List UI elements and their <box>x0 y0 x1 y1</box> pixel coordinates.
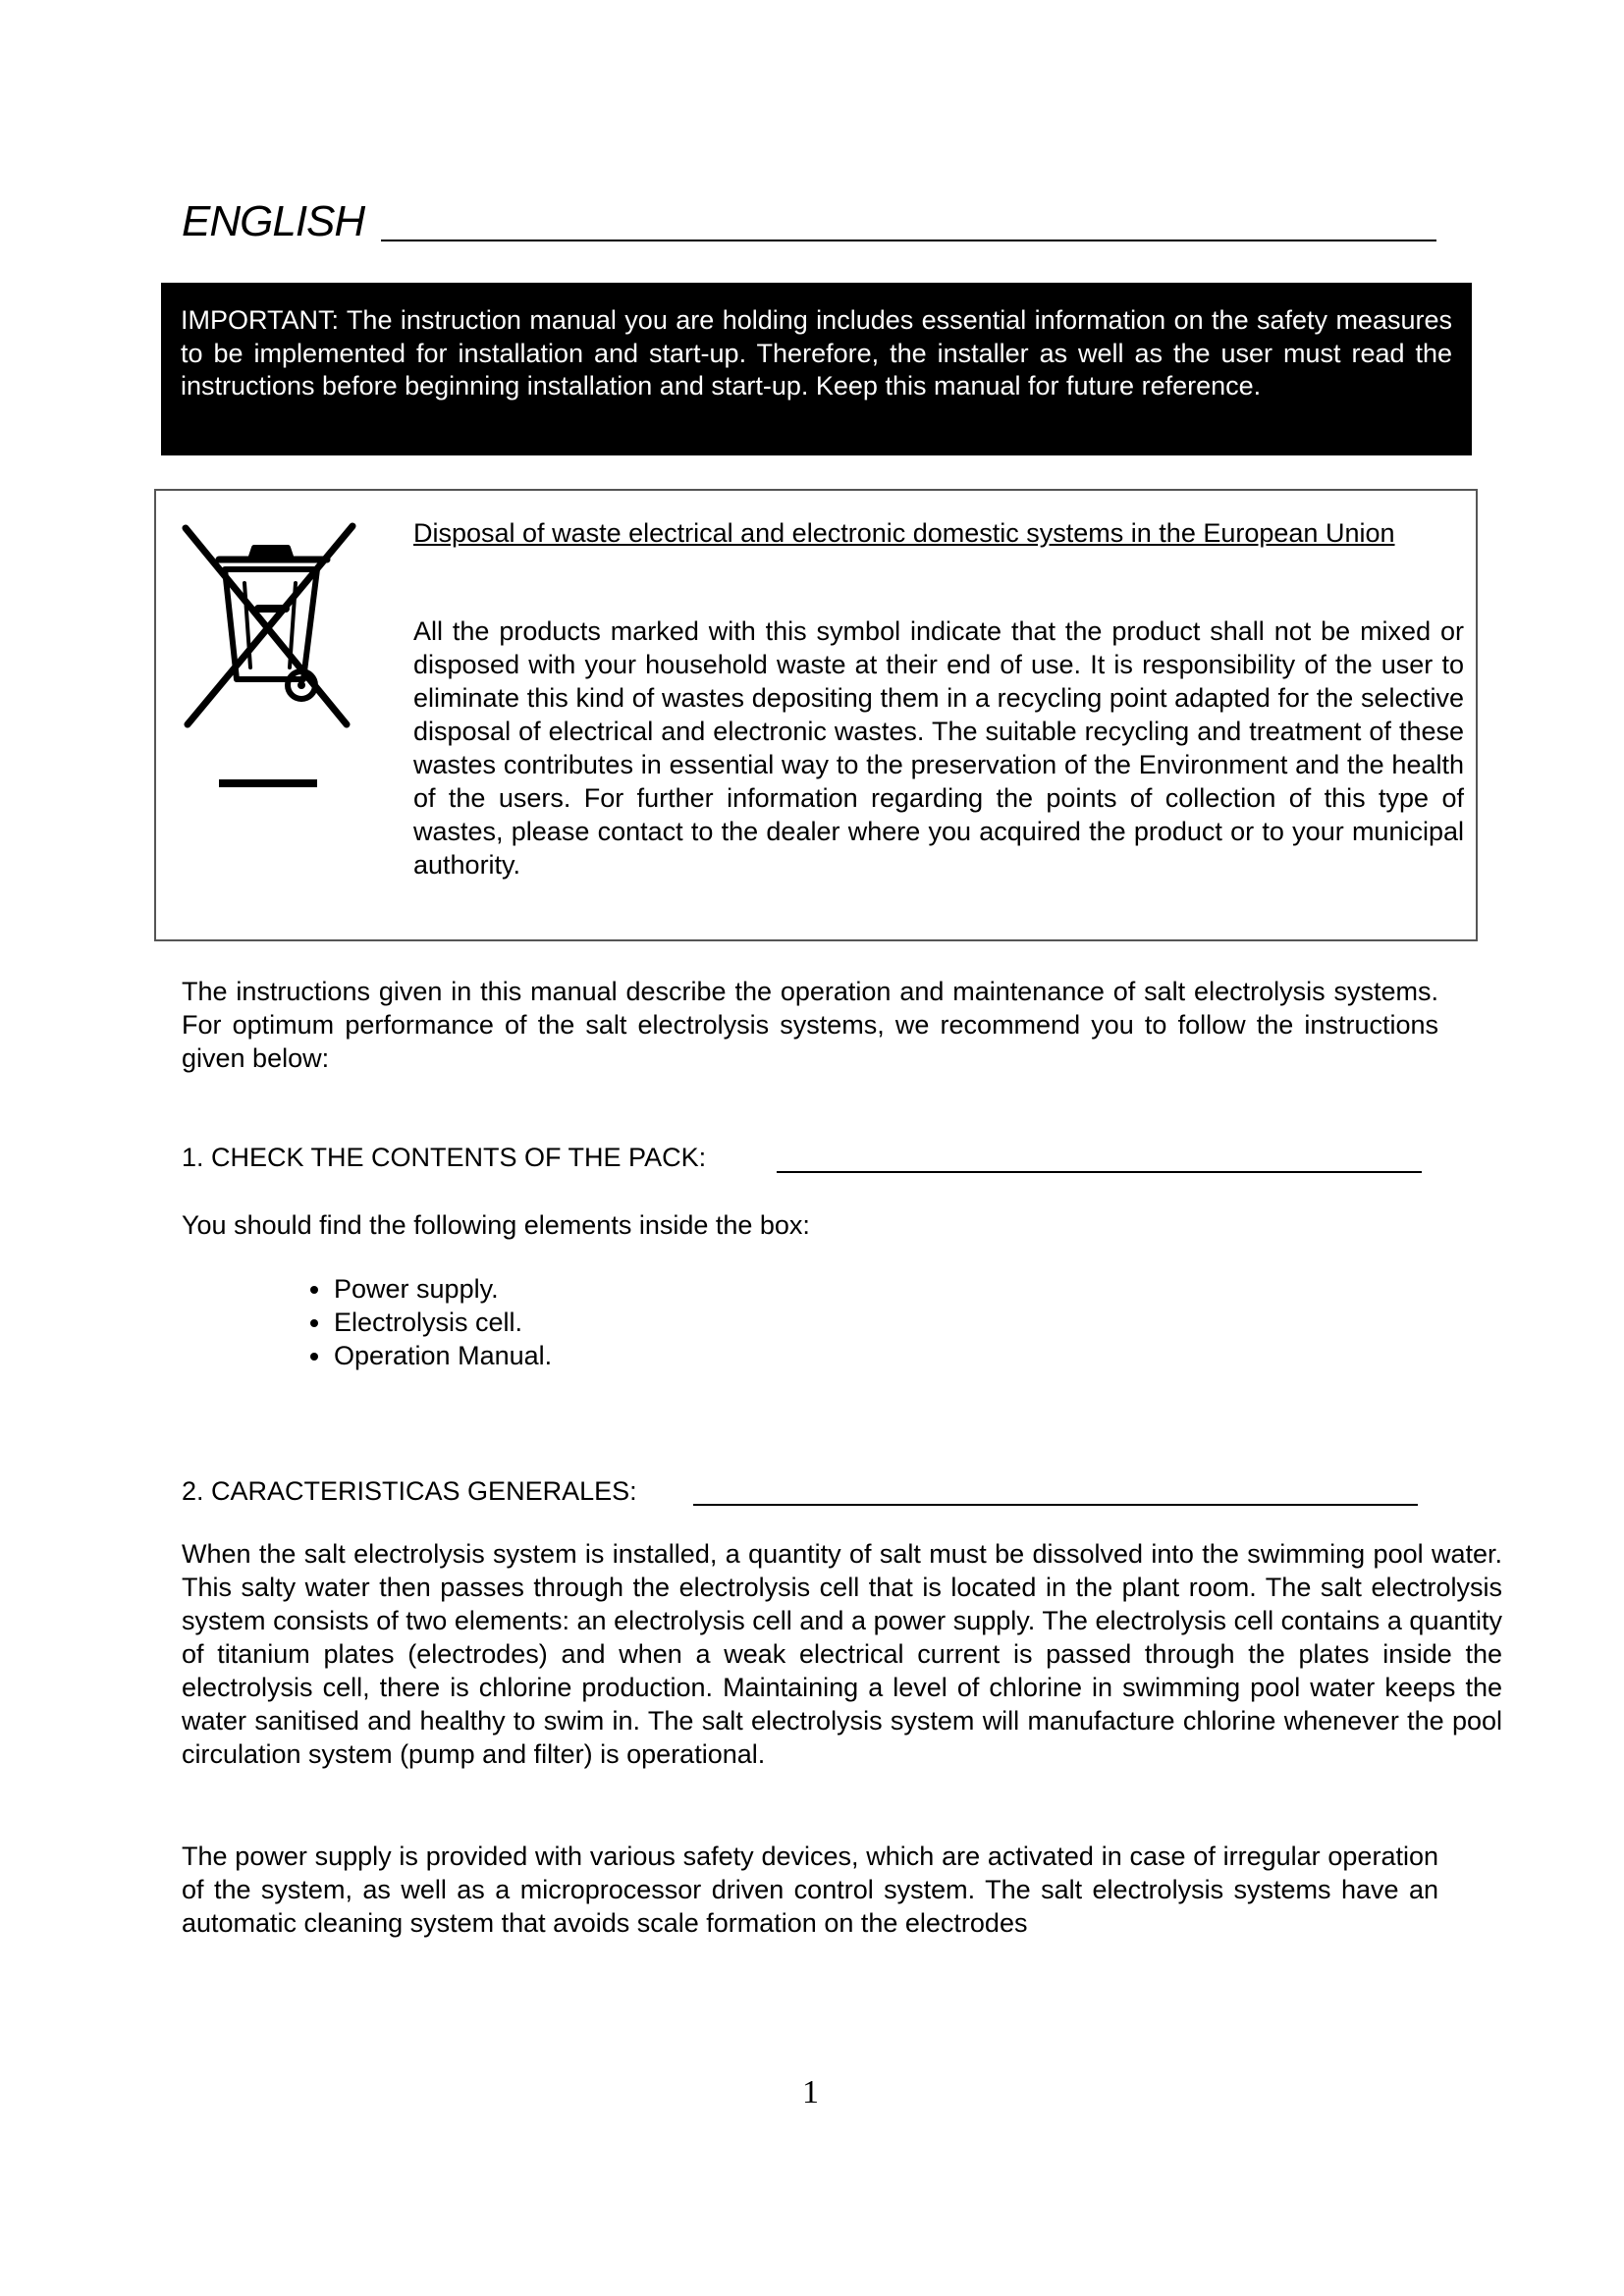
crossed-out-wheelie-bin-icon <box>180 512 356 787</box>
general-paragraph-1: When the salt electrolysis system is installed, a quantity of salt must be dissolved into the swimming pool water. This salty water then passes through the electrolysis cell that is located in the plant room. The salt electrolysis system consists of two elements: an electrolysis cell and a power supply. The electrolysis cell contains a quantity of titanium plates (electrodes) and when a weak electrical current is passed through the plates inside the electrolysis cell, there is chlorine production. Maintaining a level of chlorine in swimming pool water keeps the water sanitised and healthy to swim in. The salt electrolysis system will manufacture chlorine whenever the pool circulation system (pump and filter) is operational. <box>182 1539 1502 1769</box>
section-2-rule <box>693 1504 1418 1506</box>
bullet-icon <box>310 1286 318 1294</box>
section-1-heading: 1. CHECK THE CONTENTS OF THE PACK: <box>182 1143 707 1172</box>
list-item: Power supply. <box>306 1272 552 1306</box>
important-notice-box <box>161 283 1472 455</box>
general-paragraph-2: The power supply is provided with various safety devices, which are activated in case of irregular operation of the system, as well as a microprocessor driven control system. The salt electrolysis systems have an automatic cleaning system that avoids scale formation on the electrodes <box>182 1842 1438 1938</box>
section-1-subtitle: You should find the following elements inside the box: <box>182 1210 810 1240</box>
title-underline <box>381 240 1436 241</box>
list-item: Operation Manual. <box>306 1339 552 1372</box>
list-item: Electrolysis cell. <box>306 1306 552 1339</box>
weee-body: All the products marked with this symbol indicate that the product shall not be mixed or disposed with your household waste at their end of use. It is responsibility of the user to eliminate this kind of wastes depositing them in a recycling point adapted for the selective disposal of electrical and electronic wastes. The suitable recycling and treatment of these wastes contributes in essential way to the preservation of the Environment and the health of the users. For further information regarding the points of collection of this type of wastes, please contact to the dealer where you acquired the product or to your municipal authority. <box>413 616 1464 880</box>
section-1-rule <box>777 1171 1422 1173</box>
weee-disposal-box <box>154 489 1478 941</box>
bullet-icon <box>310 1319 318 1327</box>
section-2-heading: 2. CARACTERISTICAS GENERALES: <box>182 1476 637 1506</box>
important-notice-text: IMPORTANT: The instruction manual you are holding includes essential information on the safety measures to be implemented for installation and start-up. Therefore, the installer as well as the user must read the instructions before beginning installation and start-up. Keep this manual for future reference. <box>181 305 1452 400</box>
intro-paragraph: The instructions given in this manual describe the operation and maintenance of salt electrolysis systems. For optimum performance of the salt electrolysis systems, we recommend you to follow the instructions given below: <box>182 977 1438 1073</box>
weee-title: Disposal of waste electrical and electronic domestic systems in the European Union <box>413 518 1395 548</box>
contents-list <box>306 1272 552 1372</box>
page-title: ENGLISH <box>182 197 365 245</box>
page-number: 1 <box>802 2074 819 2110</box>
bullet-icon <box>310 1353 318 1361</box>
